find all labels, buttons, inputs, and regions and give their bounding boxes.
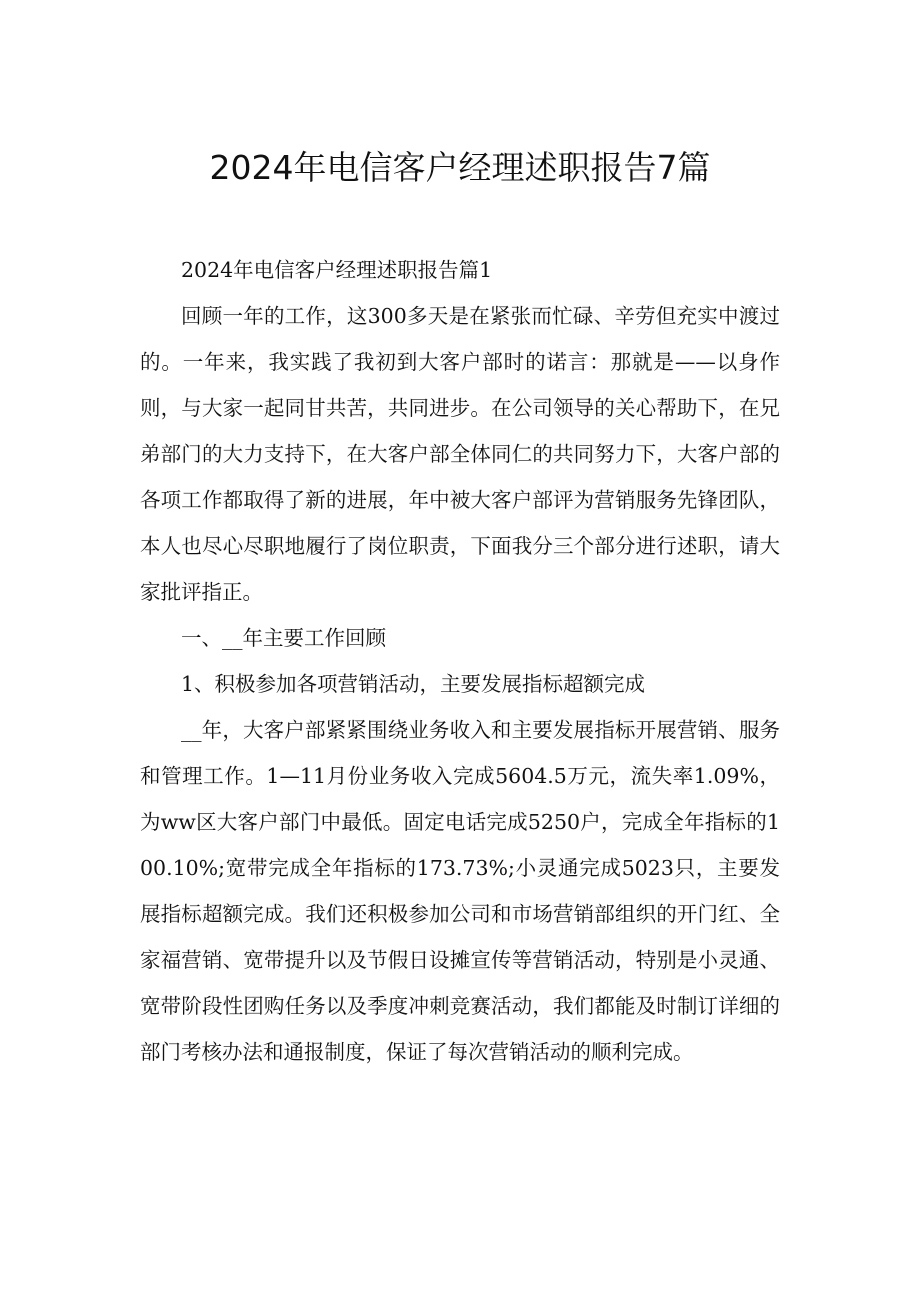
paragraph-marketing-results: __年，大客户部紧紧围绕业务收入和主要发展指标开展营销、服务和管理工作。1—11月份业务收入完成5604.5万元，流失率1.09%，为ww区大客户部门中最低。固定电话完成5250户，完成全年指标的100.10%;宽带完成全年指标的173.73%;小灵通完成5023只，主要发展指标超额完成。我们还积极参加公司和市场营销部组织的开门红、全家福营销、宽带提升以及节假日设摊宣传等营销活动，特别是小灵通、宽带阶段性团购任务以及季度冲刺竞赛活动，我们都能及时制订详细的部门考核办法和通报制度，保证了每次营销活动的顺利完成。 <box>140 718 780 1064</box>
paragraph-review: 回顾一年的工作，这300多天是在紧张而忙碌、辛劳但充实中渡过的。一年来，我实践了我初到大客户部时的诺言：那就是——以身作则，与大家一起同甘共苦，共同进步。在公司领导的关心帮助下，在兄弟部门的大力支持下，在大客户部全体同仁的共同努力下，大客户部的各项工作都取得了新的进展，年中被大客户部评为营销服务先锋团队，本人也尽心尽职地履行了岗位职责，下面我分三个部分进行述职，请大家批评指正。 <box>140 304 780 604</box>
subheading-marketing: 1、积极参加各项营销活动，主要发展指标超额完成 <box>181 672 646 696</box>
subheading-main-work: 一、__年主要工作回顾 <box>181 626 386 650</box>
document-body <box>140 247 780 1075</box>
document-title: 2024年电信客户经理述职报告7篇 <box>209 148 711 187</box>
section-heading: 2024年电信客户经理述职报告篇1 <box>181 258 493 282</box>
